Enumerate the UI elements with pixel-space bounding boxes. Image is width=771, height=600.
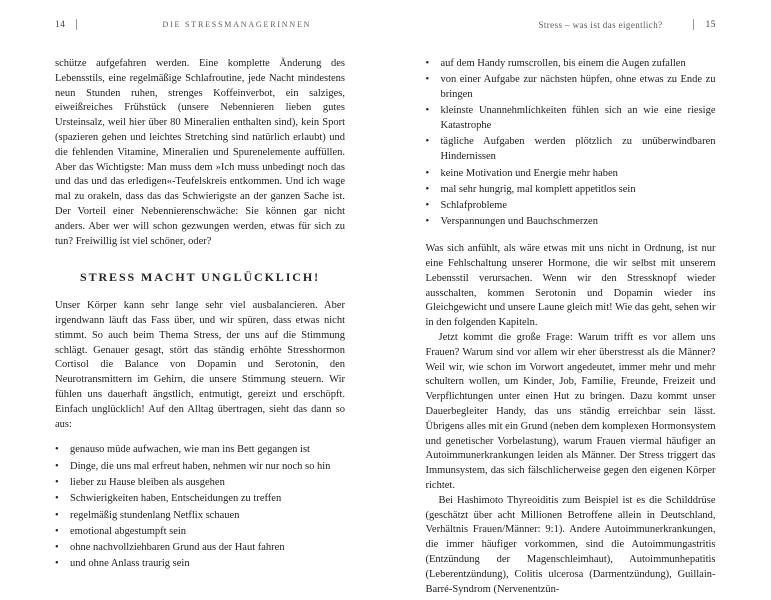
bullet-icon: • (425, 74, 430, 86)
list-item-text: genauso müde aufwachen, wie man ins Bett gegangen ist (70, 444, 310, 456)
right-page-body (426, 57, 716, 597)
list-item-text: mal sehr hungrig, mal komplett appetitlos sein (440, 183, 636, 195)
bullet-icon: • (425, 105, 430, 117)
bullet-icon: • (55, 525, 59, 537)
page-number-right: 15 (705, 19, 716, 30)
list-item (55, 443, 345, 458)
bullet-icon: • (55, 444, 59, 456)
bullet-icon: • (425, 136, 430, 148)
list-item (426, 73, 716, 103)
list-item-text: ohne nachvollziehbaren Grund aus der Haut fahren (70, 542, 285, 554)
header-divider (76, 19, 77, 30)
list-item-text: lieber zu Hause bleiben als ausgehen (70, 476, 225, 488)
bullet-icon: • (55, 493, 59, 505)
bullet-icon: • (55, 476, 59, 488)
section-heading: STRESS MACHT UNGLÜCKLICH! (80, 270, 320, 285)
list-item (426, 183, 716, 198)
list-item (55, 525, 345, 540)
bullet-icon: • (55, 558, 59, 570)
list-item (55, 476, 345, 491)
page-number-left: 14 (55, 19, 66, 30)
bullet-icon: • (425, 167, 430, 179)
list-item-text: Dinge, die uns mal erfreut haben, nehmen wir nur noch so hin (70, 460, 331, 472)
list-item-text: von einer Aufgabe zur nächsten hüpfen, ohne etwas zu Ende zu bringen (440, 74, 716, 101)
bullet-list-right (426, 57, 716, 230)
list-item (55, 557, 345, 572)
paragraph: Jetzt kommt die große Frage: Warum trifft es vor allem uns Frauen? Warum sind vor allem wir eher überstresst als die Männer? Weil wir, wie schon im Vorwort angedeutet, immer mehr und mehr schultern wollen, um Kinder, Job, Familie, Freunde, Freizeit und Verpflichtungen unter einen Hut zu bringen. Dazu kommt unser Dauerbegleiter Handy, das uns ständig erreichbar sein lässt. Übrigens alles mit ein Grund (neben dem komplexen Hormonsystem und genetischer Vorbelastung), warum Frauen viermal häufiger an Autoimmunerkrankungen leiden als Männer. Der Stress triggert das Immunsystem, das sich fälschlicherweise gegen den eigenen Körper richtet. (425, 332, 716, 492)
list-item-text: Schlafprobleme (440, 200, 507, 212)
running-title-right: Stress – was ist das eigentlich? (538, 19, 663, 30)
bullet-icon: • (55, 460, 59, 472)
bullet-icon: • (425, 58, 430, 69)
paragraph: Was sich anfühlt, als wäre etwas mit uns nicht in Ordnung, ist nur eine Fehlschaltung unserer Hormone, die wir selbst mit unserem Lebensstil verursachen. Wenn wir den Stressknopf wieder ausschalten, kommen Serotonin und Dopamin wieder ins Gleichgewicht und unsere Laune gleich mit! Wie das geht, sehen wir in den folgenden Kapiteln. (425, 243, 716, 329)
bullet-icon: • (425, 200, 430, 212)
running-title-left: DIE STRESSMANAGERINNEN (162, 20, 312, 29)
list-item-text: auf dem Handy rumscrollen, bis einem die Augen zufallen (440, 58, 686, 69)
list-item-text: kleinste Unannehmlichkeiten fühlen sich an wie eine riesige Katastrophe (440, 105, 716, 132)
list-item-text: Schwierigkeiten haben, Entscheidungen zu treffen (70, 493, 282, 505)
list-item (426, 57, 716, 72)
header-divider (693, 19, 694, 30)
list-item-text: regelmäßig stundenlang Netflix schauen (70, 509, 240, 521)
bullet-icon: • (55, 542, 59, 554)
bullet-icon: • (425, 183, 430, 195)
running-header-right (426, 18, 717, 31)
list-item (55, 509, 345, 524)
list-item (426, 199, 716, 214)
list-item (55, 492, 345, 507)
bullet-icon: • (425, 216, 430, 228)
bullet-list-left (55, 443, 345, 572)
list-item (426, 215, 716, 230)
list-item-text: und ohne Anlass traurig sein (70, 558, 190, 570)
list-item-text: Verspannungen und Bauchschmerzen (440, 216, 598, 228)
list-item-text: keine Motivation und Energie mehr haben (440, 167, 618, 179)
running-header-left (55, 18, 346, 31)
list-item (55, 460, 345, 475)
bullet-icon: • (55, 509, 59, 521)
paragraph: Bei Hashimoto Thyreoiditis zum Beispiel ist es die Schilddrüse (geschätzt über acht Millionen Betroffene allein in Deutschland, Verhältnis Frauen/Männer: 9:1). Andere Autoimmunerkrankungen, die immer häufiger vorkommen, sind die Autoimmungastritis (Entzündung der Magenschleimhaut), Autoimmunhepatitis (Leberentzündung), Colitis ulcerosa (Darmentzündung), Guillain-Barré-Syndrom (Nervenentzün- (425, 494, 716, 595)
list-item (55, 541, 345, 556)
list-item (426, 167, 716, 182)
list-item-text: tägliche Aufgaben werden plötzlich zu unüberwindbaren Hindernissen (440, 136, 716, 163)
section-intro-paragraph: Unser Körper kann sehr lange sehr viel ausbalancieren. Aber irgendwann läuft das Fass über, und wir spüren, dass etwas nicht stimmt. So auch beim Thema Stress, der uns auf die Stimmung schlägt. Genauer gesagt, stört das ständig erhöhte Stresshormon Cortisol die Balance von Dopamin und Serotonin, den Neurotransmittern im Gehirn, die unsere Stimmung steuern. Wir fühlen uns dauerhaft ängstlich, entmutigt, gereizt und erschöpft. Einfach unglücklich! Auf den Alltag übertragen, sieht das dann so aus: (55, 300, 345, 430)
list-item (426, 104, 716, 134)
page-right (386, 0, 771, 600)
list-item-text: emotional abgestumpft sein (70, 525, 187, 537)
left-page-body (55, 57, 345, 572)
list-item (426, 135, 716, 165)
opening-paragraph: schütze aufgefahren werden. Eine komplette Änderung des Lebensstils, eine regelmäßige Schlafroutine, jede Nacht mindestens neun Stunden ruhen, strenges Koffeinverbot, ein salziges, eiweißreiches Frühstück (unsere Nebennieren lieben gutes Ursteinsalz, weil hier über 80 Mineralien enthalten sind), kein Sport (spazieren gehen und leichtes Stretching sind natürlich erlaubt) und die fehlenden Vitamine, Mineralien und Spurenelemente auffüllen. Aber das Wichtigste: Man muss dem »Ich muss unbedingt noch das und das und das erledigen«-Teufelskreis entkommen. Und ich wage mal zu orakeln, dass das das Schwierigste an der ganzen Sache ist. Der Vorteil einer Nebennierenschwäche: Sie können gar nicht anders. Aber wer will schon gezwungen werden, etwas für sich zu tun? Freiwillig ist viel schöner, oder? (55, 58, 345, 247)
paragraph-group (426, 242, 716, 597)
